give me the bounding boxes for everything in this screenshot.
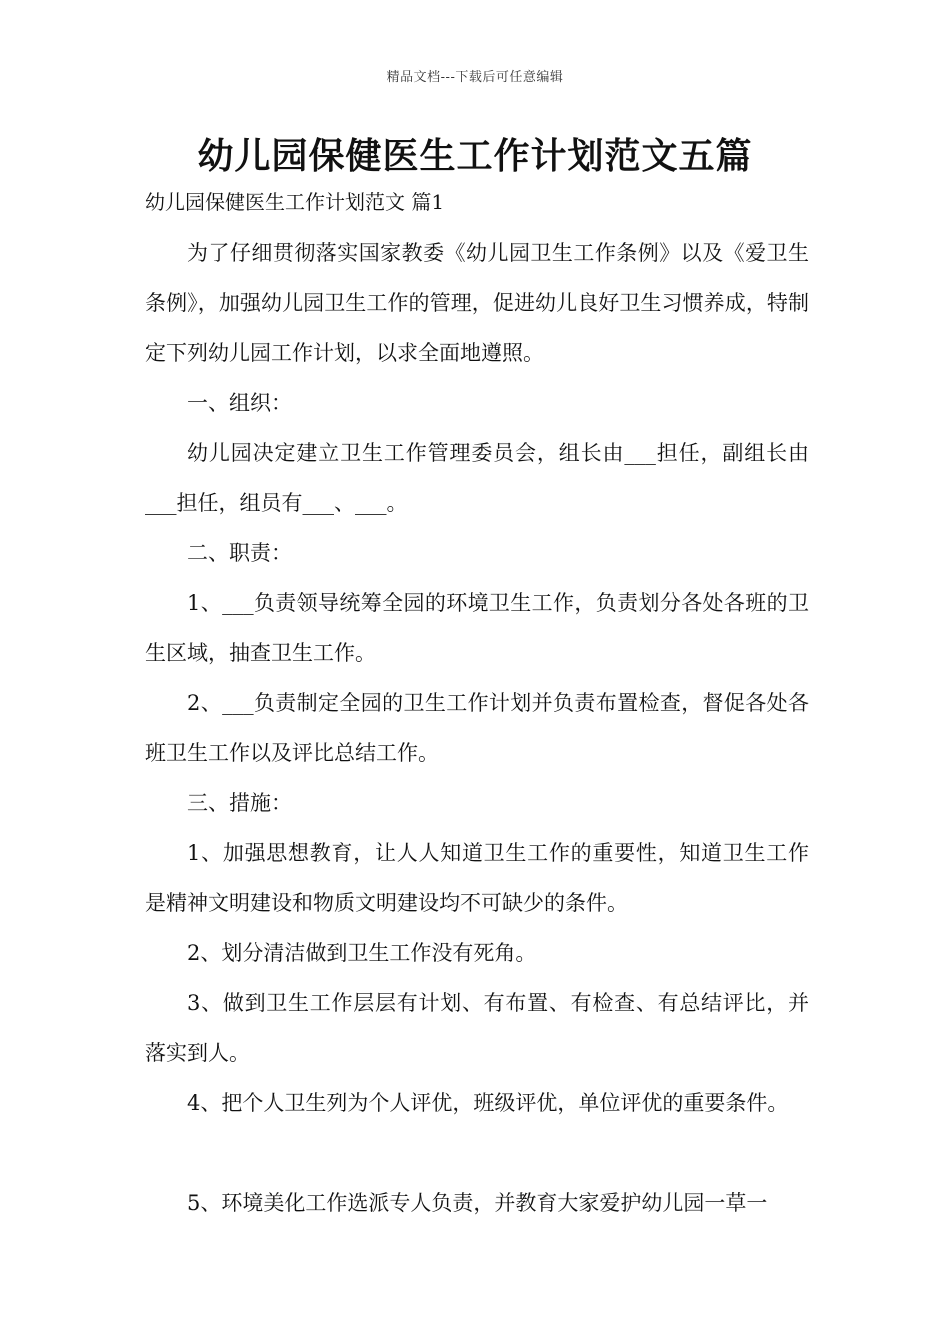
paragraph-duty-2: 2、___负责制定全园的卫生工作计划并负责布置检查，督促各处各班卫生工作以及评比总结工作。	[145, 691, 809, 765]
paragraph-measure-2: 2、划分清洁做到卫生工作没有死角。	[187, 941, 537, 965]
paragraph-organization: 幼儿园决定建立卫生工作管理委员会，组长由___担任，副组长由___担任，组员有___、___。	[145, 441, 809, 515]
paragraph-measure-5: 5、环境美化工作选派专人负责，并教育大家爱护幼儿园一草一	[187, 1191, 768, 1215]
paragraph-heading-organization: 一、组织：	[187, 391, 292, 415]
header-note: 精品文档---下载后可任意编辑	[386, 70, 564, 85]
paragraph-heading-measures: 三、措施：	[187, 791, 292, 815]
paragraph-measure-3: 3、做到卫生工作层层有计划、有布置、有检查、有总结评比，并落实到人。	[145, 991, 809, 1065]
document-title: 幼儿园保健医生工作计划范文五篇	[197, 135, 753, 177]
paragraph-measure-1: 1、加强思想教育，让人人知道卫生工作的重要性，知道卫生工作是精神文明建设和物质文明建设均不可缺少的条件。	[145, 841, 809, 915]
document-body	[145, 228, 809, 1228]
paragraph-duty-1: 1、___负责领导统筹全园的环境卫生工作，负责划分各处各班的卫生区域，抽查卫生工作。	[145, 591, 809, 665]
paragraph-heading-duties: 二、职责：	[187, 541, 292, 565]
section-heading: 幼儿园保健医生工作计划范文 篇1	[145, 190, 445, 214]
paragraph-measure-4: 4、把个人卫生列为个人评优，班级评优，单位评优的重要条件。	[187, 1091, 789, 1115]
paragraph-intro: 为了仔细贯彻落实国家教委《幼儿园卫生工作条例》以及《爱卫生条例》，加强幼儿园卫生工作的管理，促进幼儿良好卫生习惯养成，特制定下列幼儿园工作计划，以求全面地遵照。	[145, 241, 809, 365]
